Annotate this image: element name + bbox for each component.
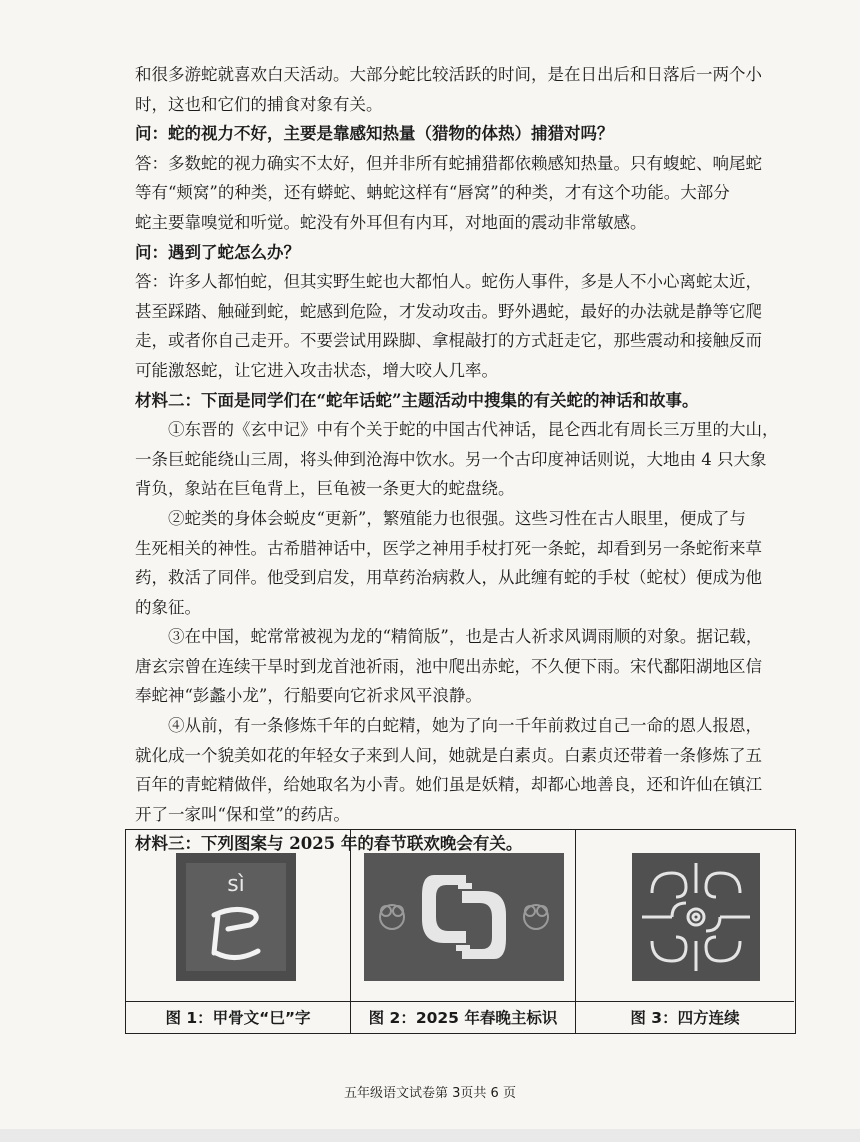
text-line: ③在中国，蛇常常被视为龙的“精简版”，也是古人祈求风调雨顺的对象。据记载，: [135, 627, 763, 647]
figure-2-cell: [351, 830, 576, 1033]
text-block: [135, 60, 783, 859]
oracle-bone-si-icon: [176, 853, 296, 981]
text-line: 甚至踩踏、触碰到蛇，蛇感到危险，才发动攻击。野外遇蛇，最好的办法就是静等它爬: [135, 301, 762, 321]
text-line: 时，这也和它们的捕食对象有关。: [135, 94, 383, 114]
text-line: 走，或者你自己走开。不要尝试用跺脚、拿棍敲打的方式赶走它，那些震动和接触反而: [135, 331, 762, 351]
text-line: 药，救活了同伴。他受到启发，用草药治病救人，从此缠有蛇的手杖（蛇杖）便成为他: [135, 568, 762, 588]
section-heading: 材料二：下面是同学们在“蛇年话蛇”主题活动中搜集的有关蛇的神话和故事。: [135, 390, 699, 410]
figure-1-caption: 图 1：甲骨文“巳”字: [165, 1009, 311, 1027]
caption-divider: [351, 1001, 575, 1002]
text-line: 答：多数蛇的视力确实不太好，但并非所有蛇捕猎都依赖感知热量。只有蝮蛇、响尾蛇: [135, 153, 762, 173]
pinyin-label: sì: [227, 872, 245, 897]
gala-logo-image: [364, 853, 564, 981]
caption-divider: [576, 1001, 794, 1002]
text-line: 开了一家叫“保和堂”的药店。: [135, 804, 350, 824]
bottom-edge: [0, 1129, 860, 1142]
figure-3-cell: [576, 830, 794, 1033]
text-line: 等有“颊窝”的种类，还有蟒蛇、蚺蛇这样有“唇窝”的种类，才有这个功能。大部分: [135, 183, 730, 203]
figure-3-caption: 图 3：四方连续: [630, 1009, 740, 1027]
question-line: 问：蛇的视力不好，主要是靠感知热量（猎物的体热）捕猎对吗？: [135, 124, 614, 144]
spring-gala-logo-icon: [364, 853, 564, 981]
page-footer: 五年级语文试卷第 3页共 6 页: [344, 1086, 516, 1101]
caption-divider: [126, 1001, 350, 1002]
text-line: 可能激怒蛇，让它进入攻击状态，增大咬人几率。: [135, 360, 498, 380]
text-line: 就化成一个貌美如花的年轻女子来到人间，她就是白素贞。白素贞还带着一条修炼了五: [135, 745, 762, 765]
oracle-bone-image: [176, 853, 296, 981]
text-line: 生死相关的神性。古希腊神话中，医学之神用手杖打死一条蛇，却看到另一条蛇衔来草: [135, 538, 762, 558]
text-line: 百年的青蛇精做伴，给她取名为小青。她们虽是妖精，却都心地善良，还和许仙在镇江: [135, 775, 762, 795]
text-line: 一条巨蛇能绕山三周，将头伸到沧海中饮水。另一个古印度神话则说，大地由 4 只大象: [135, 449, 767, 469]
text-line: ②蛇类的身体会蜕皮“更新”，繁殖能力也很强。这些习性在古人眼里，便成了与: [135, 508, 746, 528]
figure-2-caption: 图 2：2025 年春晚主标识: [368, 1009, 558, 1027]
figure-1-cell: [126, 830, 351, 1033]
four-way-pattern-icon: [632, 853, 760, 981]
section-heading: 材料三：下列图案与 2025 年的春节联欢晚会有关。: [135, 834, 523, 854]
text-line: ①东晋的《玄中记》中有个关于蛇的中国古代神话，昆仑西北有周长三万里的大山，: [135, 420, 779, 440]
text-line: 奉蛇神“彭蠡小龙”，行船要向它祈求风平浪静。: [135, 686, 482, 706]
text-line: ④从前，有一条修炼千年的白蛇精，她为了向一千年前救过自己一命的恩人报恩，: [135, 716, 762, 736]
question-line: 问：遇到了蛇怎么办？: [135, 242, 300, 262]
pattern-image: [632, 853, 760, 981]
text-line: 答：许多人都怕蛇，但其实野生蛇也大都怕人。蛇伤人事件，多是人不小心离蛇太近，: [135, 272, 762, 292]
figure-table: [125, 829, 796, 1034]
text-line: 的象征。: [135, 597, 201, 617]
text-line: 背负，象站在巨龟背上，巨龟被一条更大的蛇盘绕。: [135, 479, 515, 499]
text-line: 蛇主要靠嗅觉和听觉。蛇没有外耳但有内耳，对地面的震动非常敏感。: [135, 212, 647, 232]
text-line: 和很多游蛇就喜欢白天活动。大部分蛇比较活跃的时间，是在日出后和日落后一两个小: [135, 65, 762, 84]
text-line: 唐玄宗曾在连续干旱时到龙首池祈雨，池中爬出赤蛇，不久便下雨。宋代鄱阳湖地区信: [135, 656, 762, 676]
